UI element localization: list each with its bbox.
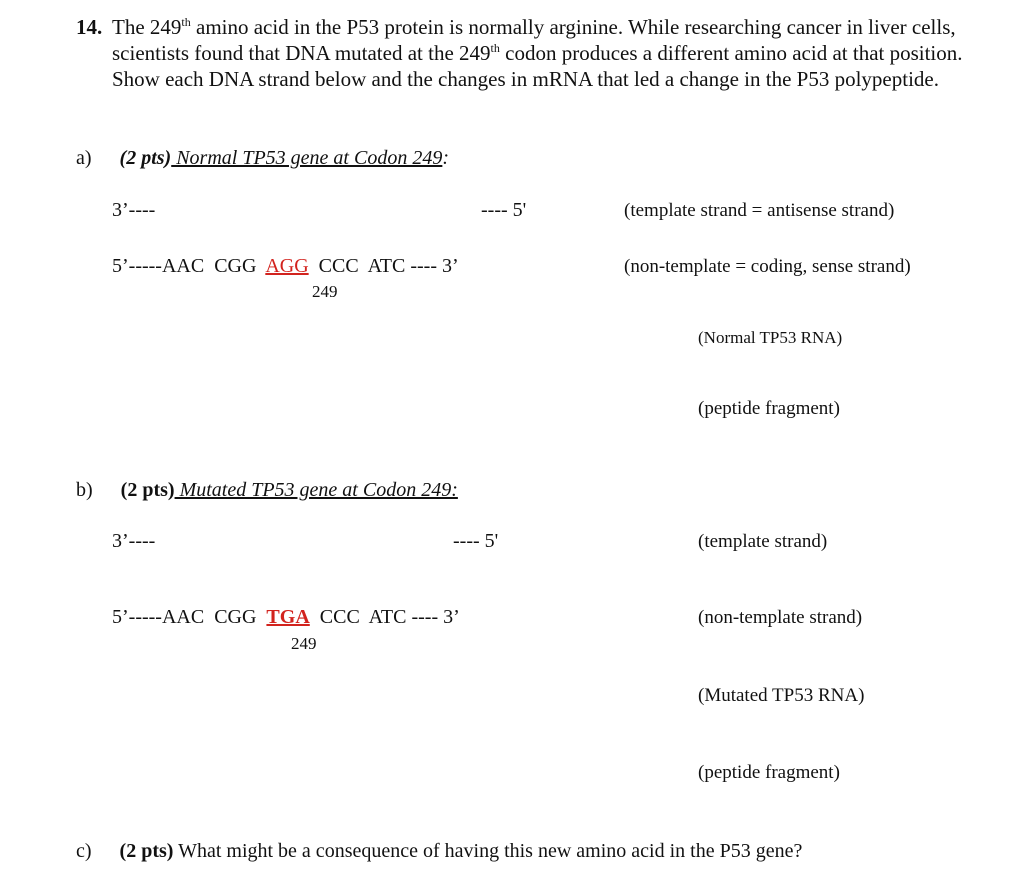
part-b-heading [76,479,458,502]
part-a-template-right: ---- 5' [481,199,527,221]
part-b-template-right: ---- 5' [453,530,499,552]
part-a-letter: a) [76,147,92,169]
part-c-letter: c) [76,840,92,862]
part-b-codon-number: 249 [291,634,317,653]
part-b-template-left: 3’---- [112,530,156,552]
part-b-letter: b) [76,479,93,501]
part-a-coding-post: CCC ATC ---- 3’ [308,255,459,277]
part-b-coding-strand [112,606,460,629]
part-b-title: Mutated TP53 gene at Codon 249: [174,479,458,501]
part-b-coding-pre: 5’-----AAC CGG [112,606,267,628]
part-a-points: (2 pts) [119,147,172,169]
part-a-rna-label: (Normal TP53 RNA) [698,328,843,347]
part-b-peptide-label: (peptide fragment) [698,762,840,783]
part-a-title: Normal TP53 gene at Codon 249 [171,147,443,169]
part-b-coding-label: (non-template strand) [698,607,863,628]
part-c-text: What might be a consequence of having this new amino acid in the P53 gene? [173,840,803,862]
part-b-points: (2 pts) [120,479,175,501]
question-number: 14. [76,15,103,39]
part-a-peptide-label: (peptide fragment) [698,398,840,419]
question-text-1: The 249 [112,15,182,39]
part-b-template-label: (template strand) [698,531,828,552]
part-a-codon-number: 249 [312,282,338,301]
part-b-coding-post: CCC ATC ---- 3’ [309,606,460,628]
ordinal-suffix-2: th [490,41,500,55]
question-text-2: amino acid in the P53 protein is normally arginine. While researching cancer in liver cells, scientists found that DNA mutated at the 249 [112,15,956,65]
part-b-codon-249: TGA [266,606,310,628]
part-b-rna-label: (Mutated TP53 RNA) [698,685,865,706]
question-text [76,14,992,92]
part-a-coding-strand [112,255,459,278]
part-a-codon-249: AGG [265,255,309,277]
part-a-coding-pre: 5’-----AAC CGG [112,255,266,277]
part-a-coding-label: (non-template = coding, sense strand) [624,256,911,277]
part-c-points: (2 pts) [119,840,174,862]
part-a-heading [76,147,449,170]
question-text-3: codon produces a different amino acid at that position. Show each DNA strand below and the changes in mRNA that led a change in the P53 polypeptide. [112,41,963,91]
part-c-question [76,840,802,863]
ordinal-suffix-1: th [181,15,191,29]
part-a-template-left: 3’---- [112,199,156,221]
part-a-template-label: (template strand = antisense strand) [624,200,895,221]
part-a-colon: : [442,147,450,169]
